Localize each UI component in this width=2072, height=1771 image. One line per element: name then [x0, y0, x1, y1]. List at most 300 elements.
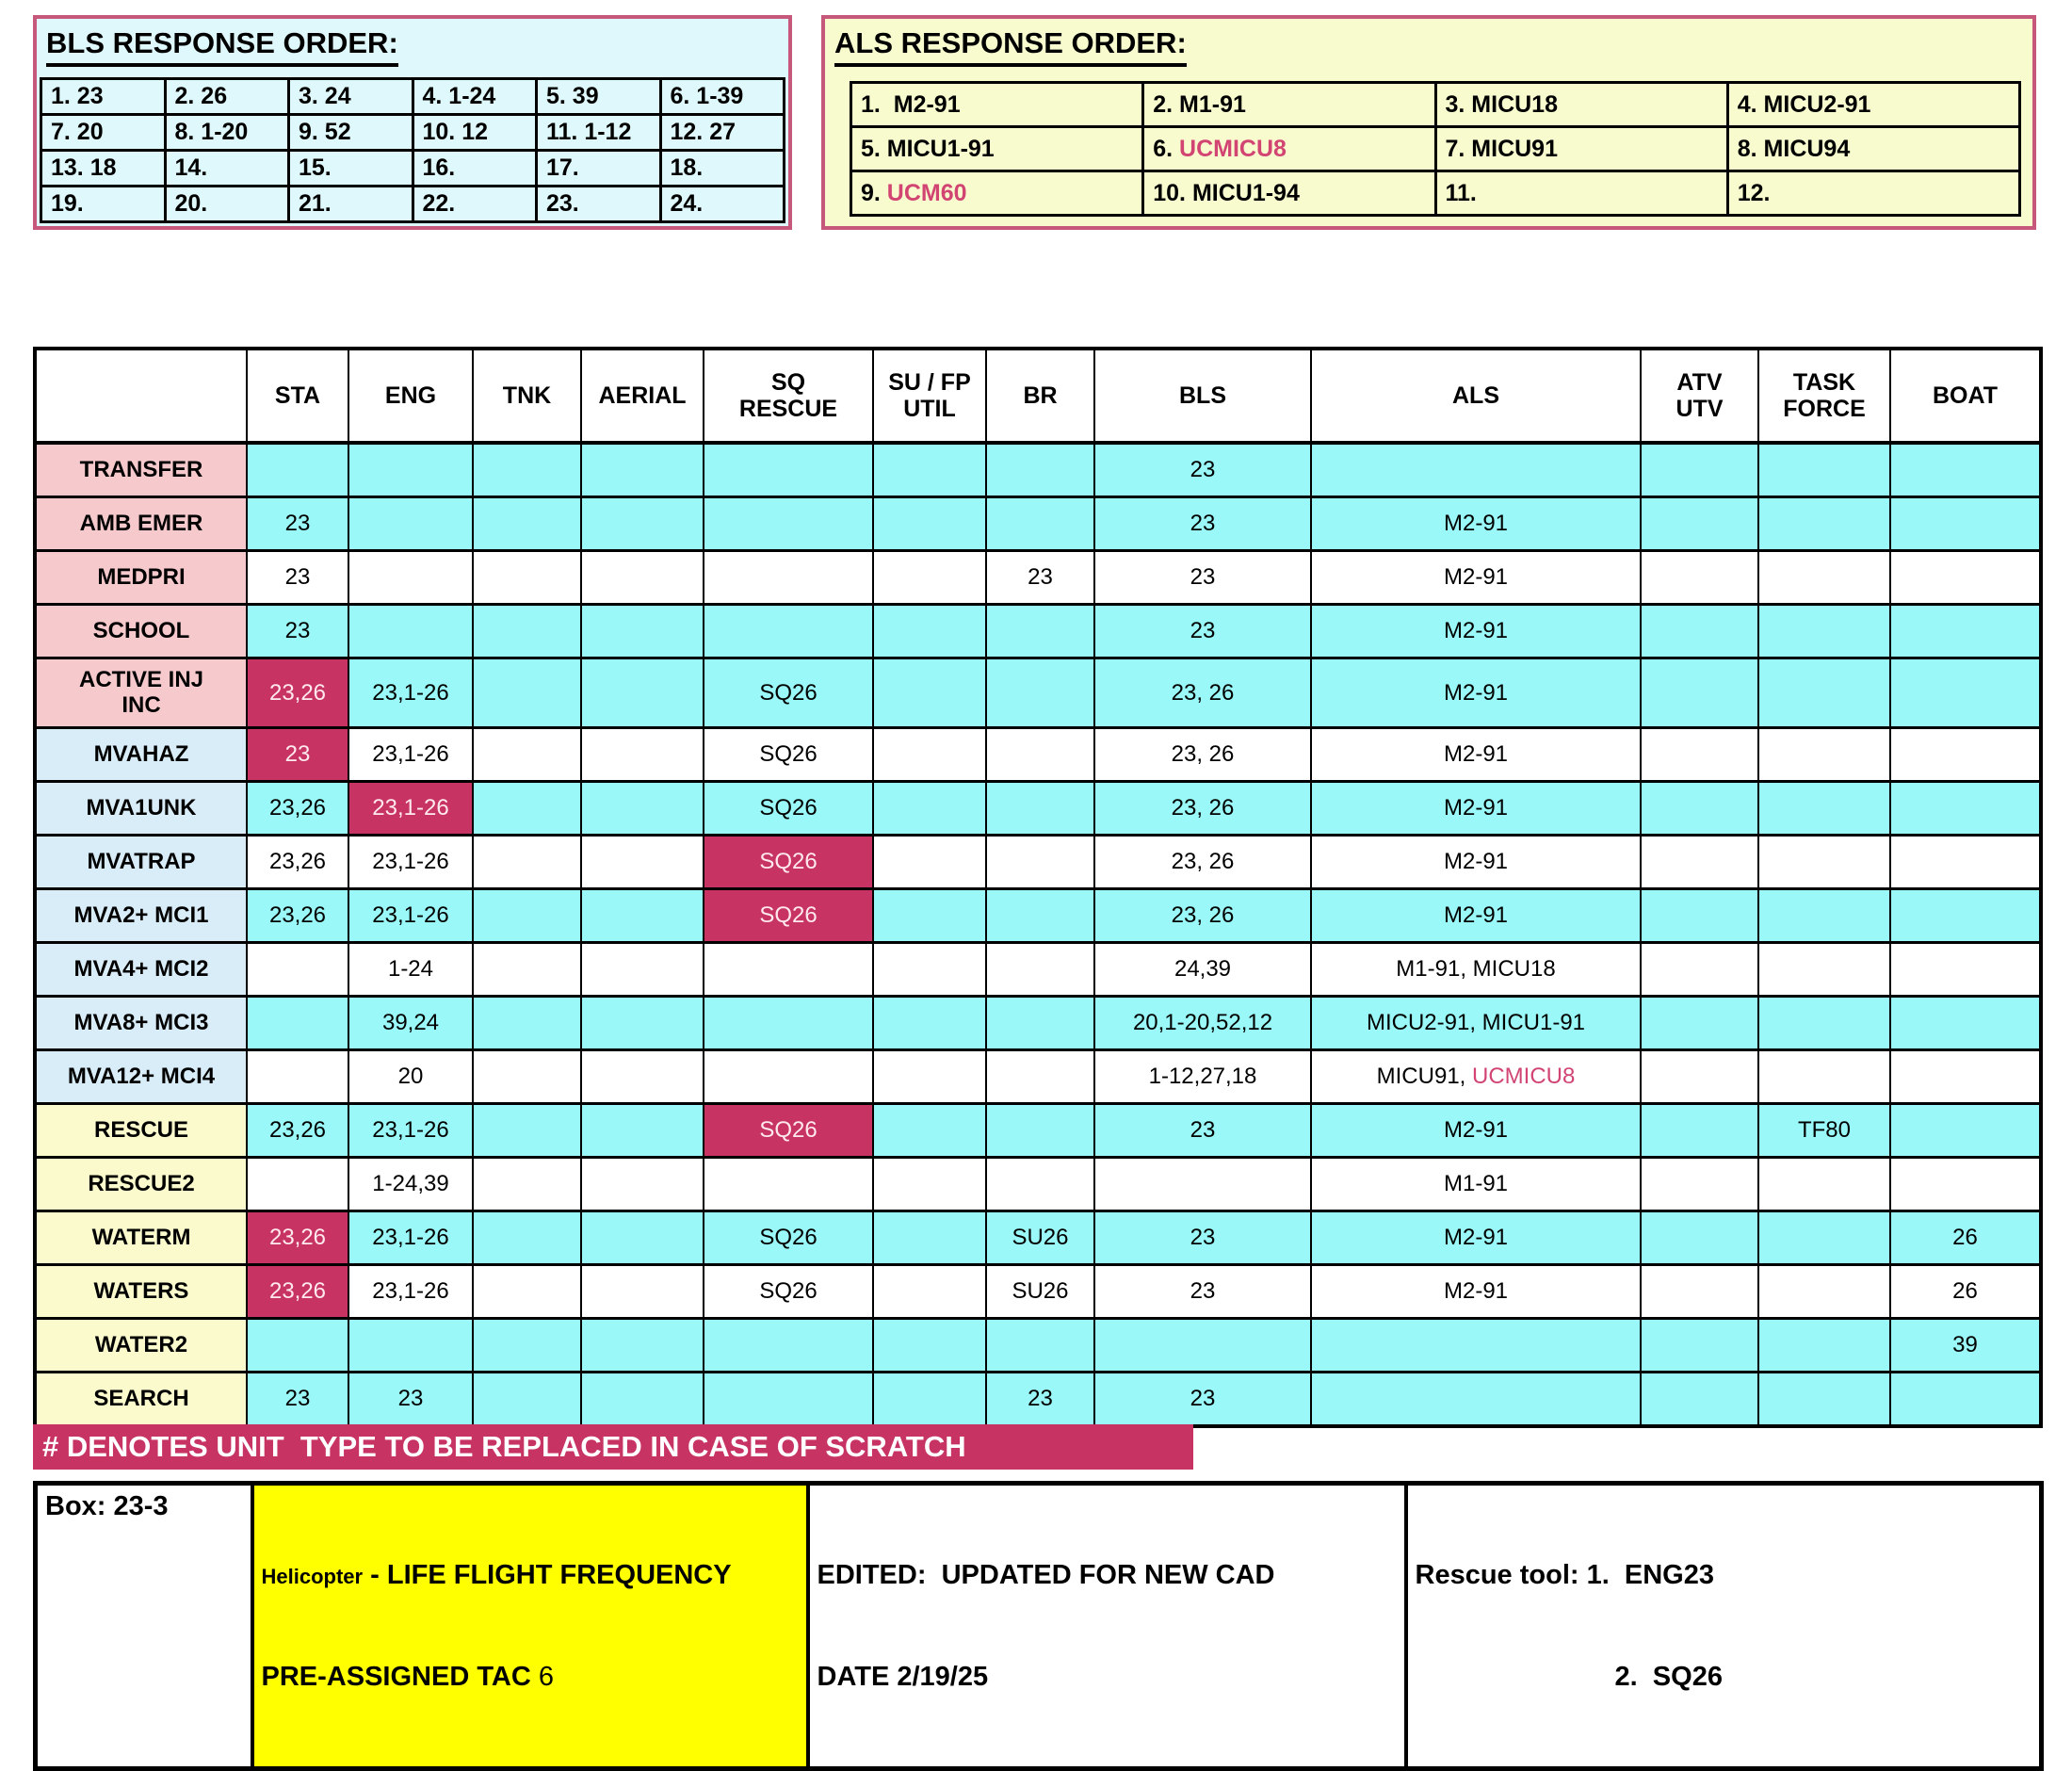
matrix-cell	[873, 1104, 986, 1158]
bls-order-cell: 10. 12	[413, 115, 537, 151]
matrix-cell	[581, 1319, 704, 1373]
row-label: RESCUE	[35, 1104, 247, 1158]
row-label: WATER2	[35, 1319, 247, 1373]
als-grid	[850, 81, 2021, 217]
column-header-bls: BLS	[1094, 349, 1311, 443]
matrix-cell: SU26	[986, 1211, 1094, 1265]
matrix-cell: 23, 26	[1094, 658, 1311, 728]
bls-grid	[40, 77, 785, 223]
matrix-cell	[247, 443, 348, 497]
matrix-cell	[1641, 497, 1758, 551]
matrix-cell: M2-91	[1311, 782, 1641, 836]
matrix-cell	[581, 782, 704, 836]
matrix-cell	[473, 836, 581, 889]
matrix-cell	[581, 1211, 704, 1265]
matrix-cell	[581, 1158, 704, 1211]
matrix-cell: 23,26	[247, 782, 348, 836]
matrix-cell	[1758, 1319, 1890, 1373]
matrix-cell	[473, 1104, 581, 1158]
row-label: RESCUE2	[35, 1158, 247, 1211]
bls-order-cell: 11. 1-12	[537, 115, 661, 151]
matrix-cell	[581, 551, 704, 605]
matrix-cell	[1758, 1211, 1890, 1265]
matrix-cell	[1641, 1265, 1758, 1319]
matrix-cell	[986, 889, 1094, 943]
matrix-cell: 23	[247, 728, 348, 782]
matrix-cell: M2-91	[1311, 836, 1641, 889]
column-header-sta: STA	[247, 349, 348, 443]
matrix-cell	[873, 658, 986, 728]
matrix-row	[35, 1211, 2041, 1265]
matrix-row	[35, 1265, 2041, 1319]
matrix-cell	[473, 443, 581, 497]
matrix-cell	[873, 1158, 986, 1211]
matrix-cell	[986, 836, 1094, 889]
als-order-cell: 6. UCMICU8	[1143, 127, 1435, 171]
matrix-cell	[704, 605, 873, 658]
row-label: MEDPRI	[35, 551, 247, 605]
bls-order-cell: 18.	[660, 151, 785, 187]
helicopter-note-line2: PRE-ASSIGNED TAC 6	[261, 1662, 554, 1693]
edited-note-line2: DATE 2/19/25	[817, 1662, 989, 1693]
matrix-cell	[1641, 889, 1758, 943]
matrix-cell	[1641, 1050, 1758, 1104]
matrix-cell	[1094, 1319, 1311, 1373]
matrix-cell	[1311, 443, 1641, 497]
matrix-row	[35, 997, 2041, 1050]
matrix-cell: 23,1-26	[348, 836, 473, 889]
matrix-cell: 26	[1890, 1211, 2041, 1265]
matrix-cell: 20,1-20,52,12	[1094, 997, 1311, 1050]
column-header-tnk: TNK	[473, 349, 581, 443]
bls-panel-title: BLS RESPONSE ORDER:	[46, 26, 788, 67]
highlighted-unit: UCM60	[886, 179, 967, 206]
matrix-cell	[873, 997, 986, 1050]
matrix-cell	[873, 605, 986, 658]
bls-order-cell: 14.	[165, 151, 289, 187]
highlighted-unit: UCMICU8	[1179, 135, 1287, 162]
matrix-cell	[1641, 997, 1758, 1050]
matrix-cell	[1758, 658, 1890, 728]
matrix-cell	[704, 1319, 873, 1373]
matrix-cell: 20	[348, 1050, 473, 1104]
bls-order-cell: 8. 1-20	[165, 115, 289, 151]
matrix-cell	[581, 658, 704, 728]
matrix-cell: SQ26	[704, 1265, 873, 1319]
matrix-cell	[1758, 1050, 1890, 1104]
matrix-cell	[1641, 943, 1758, 997]
bls-order-cell: 7. 20	[41, 115, 166, 151]
matrix-cell: 23,1-26	[348, 658, 473, 728]
matrix-cell: M2-91	[1311, 728, 1641, 782]
matrix-cell: 23,26	[247, 836, 348, 889]
matrix-cell: 23	[986, 1373, 1094, 1427]
bls-order-cell: 22.	[413, 187, 537, 222]
matrix-cell	[581, 728, 704, 782]
matrix-cell	[1641, 728, 1758, 782]
bls-order-cell: 6. 1-39	[660, 79, 785, 115]
matrix-cell: 23	[348, 1373, 473, 1427]
als-order-cell: 9. UCM60	[851, 171, 1143, 216]
matrix-cell: 23, 26	[1094, 889, 1311, 943]
matrix-cell	[581, 497, 704, 551]
matrix-cell	[581, 1373, 704, 1427]
row-label: WATERM	[35, 1211, 247, 1265]
matrix-cell	[986, 997, 1094, 1050]
matrix-cell: 23	[1094, 443, 1311, 497]
matrix-cell	[348, 1319, 473, 1373]
matrix-body	[35, 443, 2041, 1426]
matrix-cell: 23	[1094, 1265, 1311, 1319]
matrix-cell	[473, 782, 581, 836]
bls-order-cell: 24.	[660, 187, 785, 222]
matrix-cell	[1758, 497, 1890, 551]
matrix-cell	[704, 997, 873, 1050]
footer-bar	[33, 1481, 2039, 1693]
matrix-cell: M1-91, MICU18	[1311, 943, 1641, 997]
matrix-cell	[1758, 443, 1890, 497]
matrix-cell	[1890, 497, 2041, 551]
column-header-aerial: AERIAL	[581, 349, 704, 443]
matrix-row	[35, 1373, 2041, 1427]
matrix-cell	[1641, 605, 1758, 658]
als-order-cell: 8. MICU94	[1727, 127, 2019, 171]
matrix-row	[35, 443, 2041, 497]
matrix-cell: 1-24,39	[348, 1158, 473, 1211]
matrix-cell	[581, 443, 704, 497]
matrix-cell: MICU91, UCMICU8	[1311, 1050, 1641, 1104]
matrix-cell	[1890, 1373, 2041, 1427]
matrix-cell: 23,1-26	[348, 1265, 473, 1319]
column-header-blank	[35, 349, 247, 443]
matrix-cell	[986, 782, 1094, 836]
column-header-atv-utv: ATV UTV	[1641, 349, 1758, 443]
matrix-cell: 23,1-26	[348, 728, 473, 782]
matrix-cell: 23,1-26	[348, 1211, 473, 1265]
matrix-cell	[1890, 728, 2041, 782]
matrix-cell	[704, 1050, 873, 1104]
matrix-cell	[581, 997, 704, 1050]
matrix-header	[35, 349, 2041, 443]
matrix-cell: M2-91	[1311, 551, 1641, 605]
matrix-cell	[704, 1373, 873, 1427]
matrix-cell	[1094, 1158, 1311, 1211]
matrix-cell	[1758, 605, 1890, 658]
matrix-cell: 23, 26	[1094, 728, 1311, 782]
matrix-cell: 24,39	[1094, 943, 1311, 997]
matrix-cell	[473, 497, 581, 551]
matrix-cell	[473, 1373, 581, 1427]
matrix-cell	[986, 1319, 1094, 1373]
als-order-cell: 10. MICU1-94	[1143, 171, 1435, 216]
matrix-cell	[873, 1211, 986, 1265]
column-header-br: BR	[986, 349, 1094, 443]
helicopter-note-cell	[252, 1484, 808, 1769]
matrix-cell	[473, 551, 581, 605]
matrix-cell: 23	[986, 551, 1094, 605]
response-matrix	[33, 347, 2043, 1428]
als-order-cell: 12.	[1727, 171, 2019, 216]
matrix-cell	[873, 1050, 986, 1104]
matrix-cell	[986, 1050, 1094, 1104]
matrix-cell	[247, 1319, 348, 1373]
matrix-cell	[348, 551, 473, 605]
matrix-row	[35, 782, 2041, 836]
matrix-row	[35, 551, 2041, 605]
matrix-cell	[704, 1158, 873, 1211]
box-number: Box: 23-3	[45, 1491, 169, 1521]
matrix-row	[35, 728, 2041, 782]
matrix-cell	[1641, 1211, 1758, 1265]
rescue-tool-cell	[1406, 1484, 2042, 1769]
matrix-cell	[1758, 943, 1890, 997]
matrix-cell	[873, 782, 986, 836]
matrix-cell: 23, 26	[1094, 782, 1311, 836]
matrix-cell	[1890, 658, 2041, 728]
bls-order-cell: 4. 1-24	[413, 79, 537, 115]
matrix-cell: 23	[247, 1373, 348, 1427]
matrix-cell	[1758, 997, 1890, 1050]
matrix-cell	[1890, 1158, 2041, 1211]
matrix-cell: SQ26	[704, 1104, 873, 1158]
bls-order-cell: 15.	[289, 151, 413, 187]
matrix-cell	[473, 889, 581, 943]
bls-order-cell: 12. 27	[660, 115, 785, 151]
matrix-cell	[473, 997, 581, 1050]
highlighted-unit: UCMICU8	[1472, 1064, 1576, 1089]
matrix-cell	[986, 605, 1094, 658]
row-label: WATERS	[35, 1265, 247, 1319]
matrix-cell	[581, 1265, 704, 1319]
matrix-cell	[1890, 551, 2041, 605]
edited-note-cell	[808, 1484, 1406, 1769]
matrix-cell: SU26	[986, 1265, 1094, 1319]
matrix-cell: SQ26	[704, 889, 873, 943]
als-order-cell: 1. M2-91	[851, 83, 1143, 127]
matrix-cell	[1758, 1373, 1890, 1427]
matrix-cell	[581, 889, 704, 943]
column-header-sq-rescue: SQ RESCUE	[704, 349, 873, 443]
matrix-cell	[1641, 443, 1758, 497]
matrix-cell: 23	[1094, 1211, 1311, 1265]
bls-order-cell: 19.	[41, 187, 166, 222]
row-label: SEARCH	[35, 1373, 247, 1427]
matrix-cell: 23	[1094, 551, 1311, 605]
matrix-cell	[473, 1158, 581, 1211]
matrix-cell	[873, 1319, 986, 1373]
matrix-cell: 23,1-26	[348, 889, 473, 943]
matrix-cell: 26	[1890, 1265, 2041, 1319]
matrix-cell	[1890, 605, 2041, 658]
matrix-cell	[581, 943, 704, 997]
matrix-cell	[986, 1104, 1094, 1158]
matrix-cell	[704, 551, 873, 605]
matrix-cell	[1758, 836, 1890, 889]
matrix-cell	[348, 497, 473, 551]
matrix-cell: 23,26	[247, 889, 348, 943]
column-header-task-force: TASK FORCE	[1758, 349, 1890, 443]
als-order-cell: 2. M1-91	[1143, 83, 1435, 127]
matrix-row	[35, 836, 2041, 889]
column-header-eng: ENG	[348, 349, 473, 443]
matrix-cell	[473, 728, 581, 782]
matrix-cell: M2-91	[1311, 1104, 1641, 1158]
matrix-cell: M2-91	[1311, 1265, 1641, 1319]
matrix-cell	[1758, 889, 1890, 943]
matrix-cell: 23	[247, 605, 348, 658]
bls-order-cell: 23.	[537, 187, 661, 222]
row-label: AMB EMER	[35, 497, 247, 551]
matrix-cell	[1890, 889, 2041, 943]
row-label: MVAHAZ	[35, 728, 247, 782]
row-label: MVA8+ MCI3	[35, 997, 247, 1050]
matrix-cell	[247, 1050, 348, 1104]
matrix-cell: 23,26	[247, 1265, 348, 1319]
bls-order-cell: 17.	[537, 151, 661, 187]
rescue-tool-line1: Rescue tool: 1. ENG23	[1415, 1559, 1714, 1590]
matrix-cell	[986, 658, 1094, 728]
matrix-cell	[873, 551, 986, 605]
matrix-cell: 1-24	[348, 943, 473, 997]
matrix-cell	[247, 1158, 348, 1211]
als-order-cell: 5. MICU1-91	[851, 127, 1143, 171]
matrix-cell	[1641, 782, 1758, 836]
matrix-cell	[986, 1158, 1094, 1211]
column-header-su-fp-util: SU / FP UTIL	[873, 349, 986, 443]
als-order-cell: 11.	[1435, 171, 1727, 216]
matrix-cell	[473, 1211, 581, 1265]
edited-note-line1: EDITED: UPDATED FOR NEW CAD	[817, 1559, 1275, 1590]
matrix-cell: SQ26	[704, 658, 873, 728]
als-order-cell: 7. MICU91	[1435, 127, 1727, 171]
als-order-cell: 4. MICU2-91	[1727, 83, 2019, 127]
matrix-cell	[247, 943, 348, 997]
matrix-cell	[1890, 1050, 2041, 1104]
matrix-cell	[1758, 551, 1890, 605]
matrix-cell	[473, 658, 581, 728]
row-label: TRANSFER	[35, 443, 247, 497]
row-label: ACTIVE INJ INC	[35, 658, 247, 728]
matrix-cell: SQ26	[704, 782, 873, 836]
matrix-cell: 23,1-26	[348, 782, 473, 836]
matrix-cell	[1758, 1265, 1890, 1319]
matrix-cell: 23,26	[247, 1104, 348, 1158]
matrix-cell	[1758, 782, 1890, 836]
bls-order-cell: 13. 18	[41, 151, 166, 187]
bls-order-cell: 9. 52	[289, 115, 413, 151]
matrix-cell: 23,1-26	[348, 1104, 473, 1158]
matrix-cell: 23, 26	[1094, 836, 1311, 889]
matrix-cell	[581, 605, 704, 658]
row-label: MVA1UNK	[35, 782, 247, 836]
matrix-cell: 1-12,27,18	[1094, 1050, 1311, 1104]
matrix-cell	[986, 443, 1094, 497]
matrix-cell	[473, 1319, 581, 1373]
scratch-banner: # DENOTES UNIT TYPE TO BE REPLACED IN CASE OF SCRATCH	[33, 1424, 1193, 1470]
matrix-cell: SQ26	[704, 728, 873, 782]
matrix-cell	[581, 1050, 704, 1104]
matrix-cell	[247, 997, 348, 1050]
matrix-cell: 39,24	[348, 997, 473, 1050]
matrix-cell	[1890, 1104, 2041, 1158]
matrix-cell	[873, 728, 986, 782]
matrix-cell	[1311, 1319, 1641, 1373]
matrix-row	[35, 497, 2041, 551]
column-header-als: ALS	[1311, 349, 1641, 443]
row-label: MVA2+ MCI1	[35, 889, 247, 943]
matrix-cell	[1890, 997, 2041, 1050]
matrix-cell	[1641, 1319, 1758, 1373]
matrix-cell	[873, 1265, 986, 1319]
matrix-cell	[1641, 551, 1758, 605]
helicopter-label: Helicopter	[261, 1564, 364, 1588]
row-label: SCHOOL	[35, 605, 247, 658]
matrix-cell: M2-91	[1311, 889, 1641, 943]
matrix-cell: 23,26	[247, 658, 348, 728]
matrix-row	[35, 605, 2041, 658]
matrix-cell	[581, 1104, 704, 1158]
matrix-cell	[704, 943, 873, 997]
matrix-cell: TF80	[1758, 1104, 1890, 1158]
matrix-row	[35, 889, 2041, 943]
matrix-cell: 23	[1094, 605, 1311, 658]
matrix-cell	[1641, 1373, 1758, 1427]
bls-response-panel	[33, 15, 792, 230]
bls-order-cell: 3. 24	[289, 79, 413, 115]
matrix-row	[35, 1104, 2041, 1158]
als-response-panel	[821, 15, 2036, 230]
matrix-cell: 23,26	[247, 1211, 348, 1265]
bls-order-cell: 1. 23	[41, 79, 166, 115]
matrix-cell	[1758, 728, 1890, 782]
box-number-cell	[36, 1484, 252, 1769]
matrix-cell	[1758, 1158, 1890, 1211]
response-matrix-wrap	[33, 347, 2043, 1428]
matrix-cell: 23	[1094, 497, 1311, 551]
matrix-cell	[873, 1373, 986, 1427]
matrix-row	[35, 1319, 2041, 1373]
matrix-cell: M1-91	[1311, 1158, 1641, 1211]
helicopter-note-line1: Helicopter - LIFE FLIGHT FREQUENCY	[261, 1559, 732, 1590]
matrix-cell	[986, 728, 1094, 782]
matrix-cell	[986, 497, 1094, 551]
matrix-cell	[473, 1050, 581, 1104]
matrix-cell: 23	[1094, 1373, 1311, 1427]
matrix-cell	[1890, 943, 2041, 997]
matrix-row	[35, 1050, 2041, 1104]
bls-order-cell: 21.	[289, 187, 413, 222]
matrix-cell	[473, 1265, 581, 1319]
row-label: MVATRAP	[35, 836, 247, 889]
matrix-cell	[1641, 1158, 1758, 1211]
matrix-cell: MICU2-91, MICU1-91	[1311, 997, 1641, 1050]
matrix-cell: 39	[1890, 1319, 2041, 1373]
matrix-cell	[1890, 443, 2041, 497]
matrix-cell	[873, 889, 986, 943]
matrix-cell	[348, 443, 473, 497]
matrix-cell	[704, 443, 873, 497]
matrix-cell	[473, 605, 581, 658]
matrix-cell: SQ26	[704, 1211, 873, 1265]
matrix-cell: 23	[247, 497, 348, 551]
als-order-cell: 3. MICU18	[1435, 83, 1727, 127]
matrix-cell	[1641, 1104, 1758, 1158]
matrix-cell	[1890, 836, 2041, 889]
bls-order-cell: 20.	[165, 187, 289, 222]
matrix-cell	[873, 836, 986, 889]
matrix-cell	[873, 443, 986, 497]
matrix-cell	[1641, 658, 1758, 728]
